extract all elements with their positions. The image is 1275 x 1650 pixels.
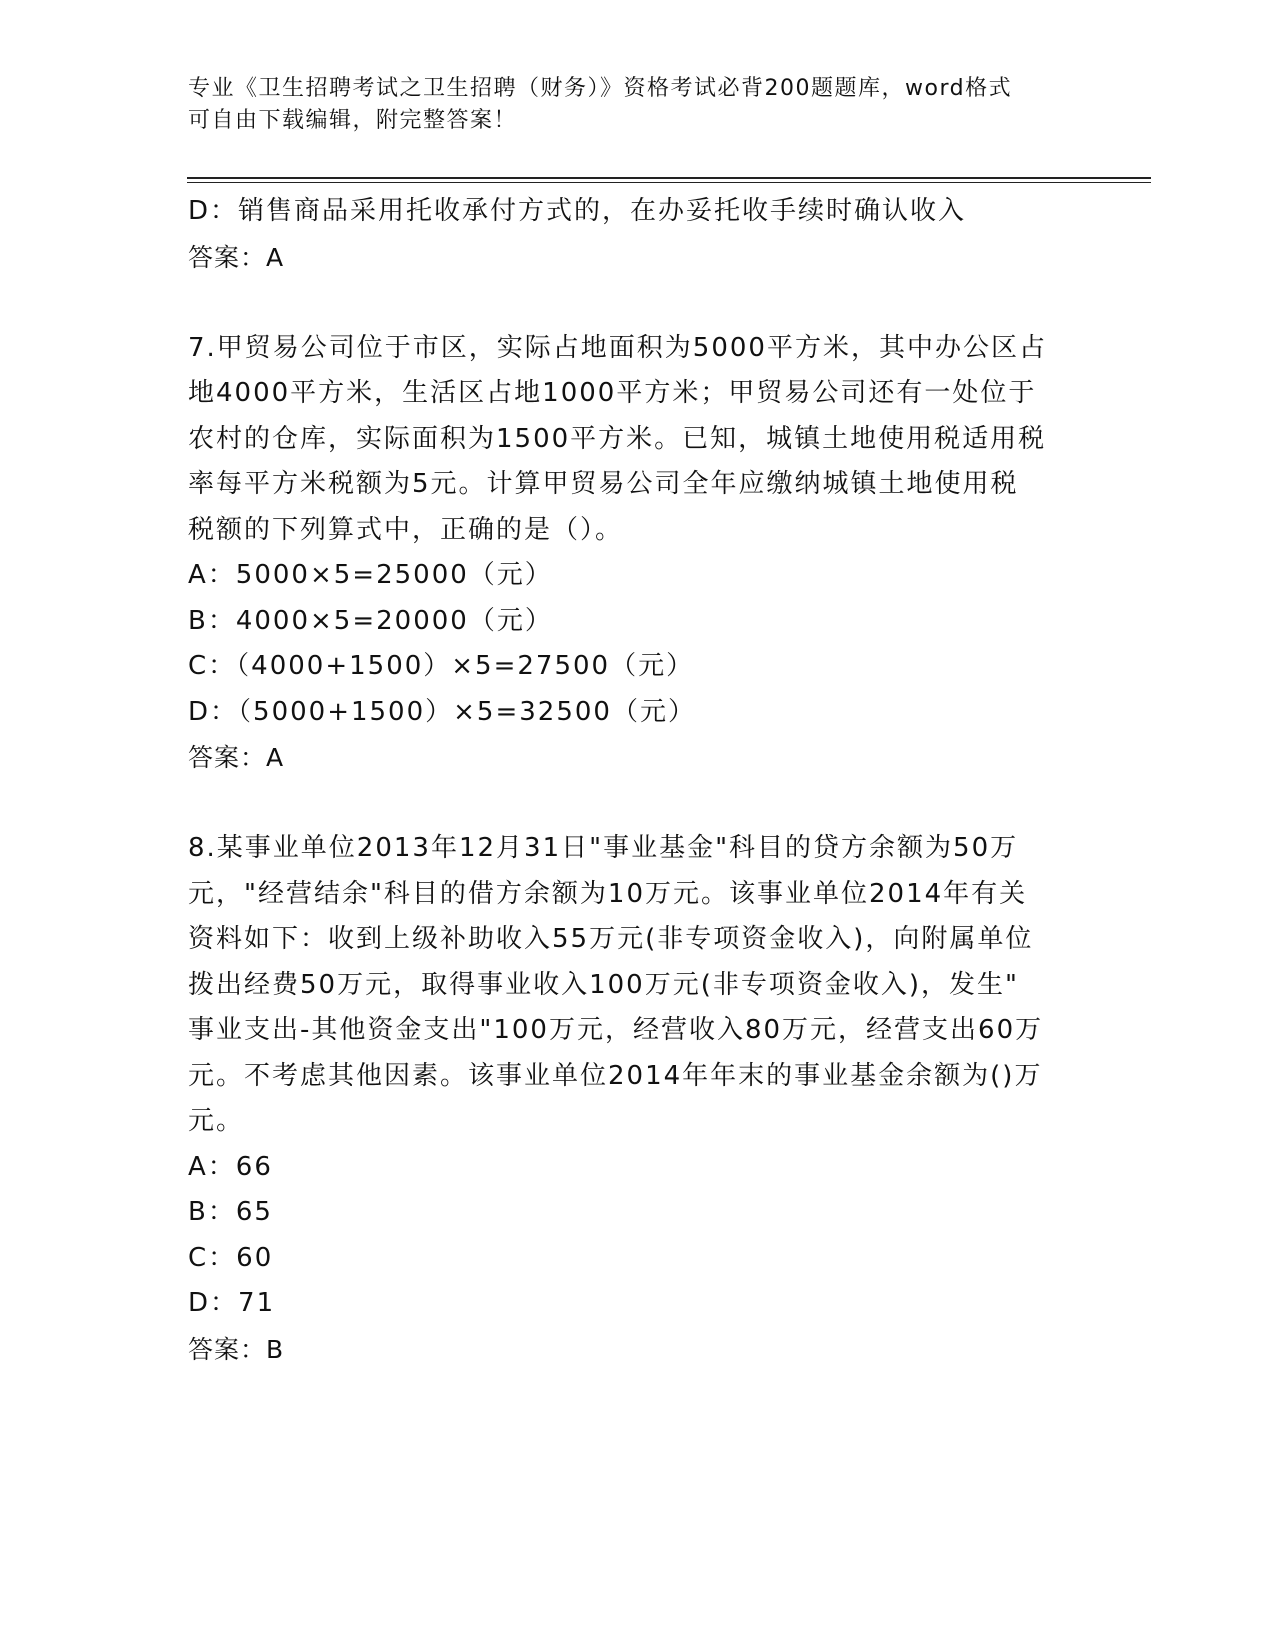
header-divider-thick — [187, 177, 1151, 179]
option-c: C：60 — [188, 1242, 274, 1273]
option-d: D：71 — [188, 1288, 276, 1318]
question-text-line: 元。不考虑其他因素。该事业单位2014年年末的事业基金余额为()万 — [188, 1060, 1043, 1091]
question-text-line: 资料如下：收到上级补助收入55万元(非专项资金收入)，向附属单位 — [188, 924, 1034, 954]
header-line-1: 专业《卫生招聘考试之卫生招聘（财务）》资格考试必背200题题库，word格式 — [188, 76, 1013, 101]
spacer — [188, 781, 1078, 827]
question-text-line: 事业支出-其他资金支出"100万元，经营收入80万元，经营支出60万 — [188, 1015, 1044, 1045]
header-divider-thin — [187, 182, 1151, 183]
question-text-line: 税额的下列算式中，正确的是（）。 — [188, 514, 624, 545]
document-header — [188, 73, 1068, 137]
answer-line: 答案：A — [188, 242, 285, 272]
question-text-line: 8.某事业单位2013年12月31日"事业基金"科目的贷方余额为50万 — [188, 833, 1019, 863]
question-text-line: 拨出经费50万元，取得事业收入100万元(非专项资金收入)，发生" — [188, 969, 1019, 1000]
spacer — [188, 280, 1078, 326]
option-d: D：销售商品采用托收承付方式的，在办妥托收手续时确认收入 — [188, 196, 967, 226]
option-a: A：5000×5=25000（元） — [188, 560, 553, 590]
option-d: D：（5000+1500）×5=32500（元） — [188, 696, 696, 727]
question-text-line: 率每平方米税额为5元。计算甲贸易公司全年应缴纳城镇土地使用税 — [188, 469, 1019, 499]
question-8 — [188, 826, 1078, 1372]
previous-question-tail — [188, 189, 1078, 280]
question-text-line: 7.甲贸易公司位于市区，实际占地面积为5000平方米，其中办公区占 — [188, 332, 1047, 363]
answer-line: 答案：A — [188, 743, 285, 772]
answer-line: 答案：B — [188, 1334, 285, 1364]
question-text-line: 地4000平方米，生活区占地1000平方米；甲贸易公司还有一处位于 — [188, 378, 1037, 408]
option-b: B：4000×5=20000（元） — [188, 605, 553, 636]
document-body — [188, 189, 1078, 1372]
option-c: C：（4000+1500）×5=27500（元） — [188, 651, 695, 681]
option-b: B：65 — [188, 1197, 273, 1227]
question-text-line: 元，"经营结余"科目的借方余额为10万元。该事业单位2014年有关 — [188, 878, 1028, 909]
question-text-line: 农村的仓库，实际面积为1500平方米。已知，城镇土地使用税适用税 — [188, 423, 1047, 454]
header-line-2: 可自由下载编辑，附完整答案！ — [188, 108, 518, 133]
question-7 — [188, 326, 1078, 781]
option-a: A：66 — [188, 1151, 273, 1182]
question-text-line: 元。 — [188, 1106, 245, 1136]
